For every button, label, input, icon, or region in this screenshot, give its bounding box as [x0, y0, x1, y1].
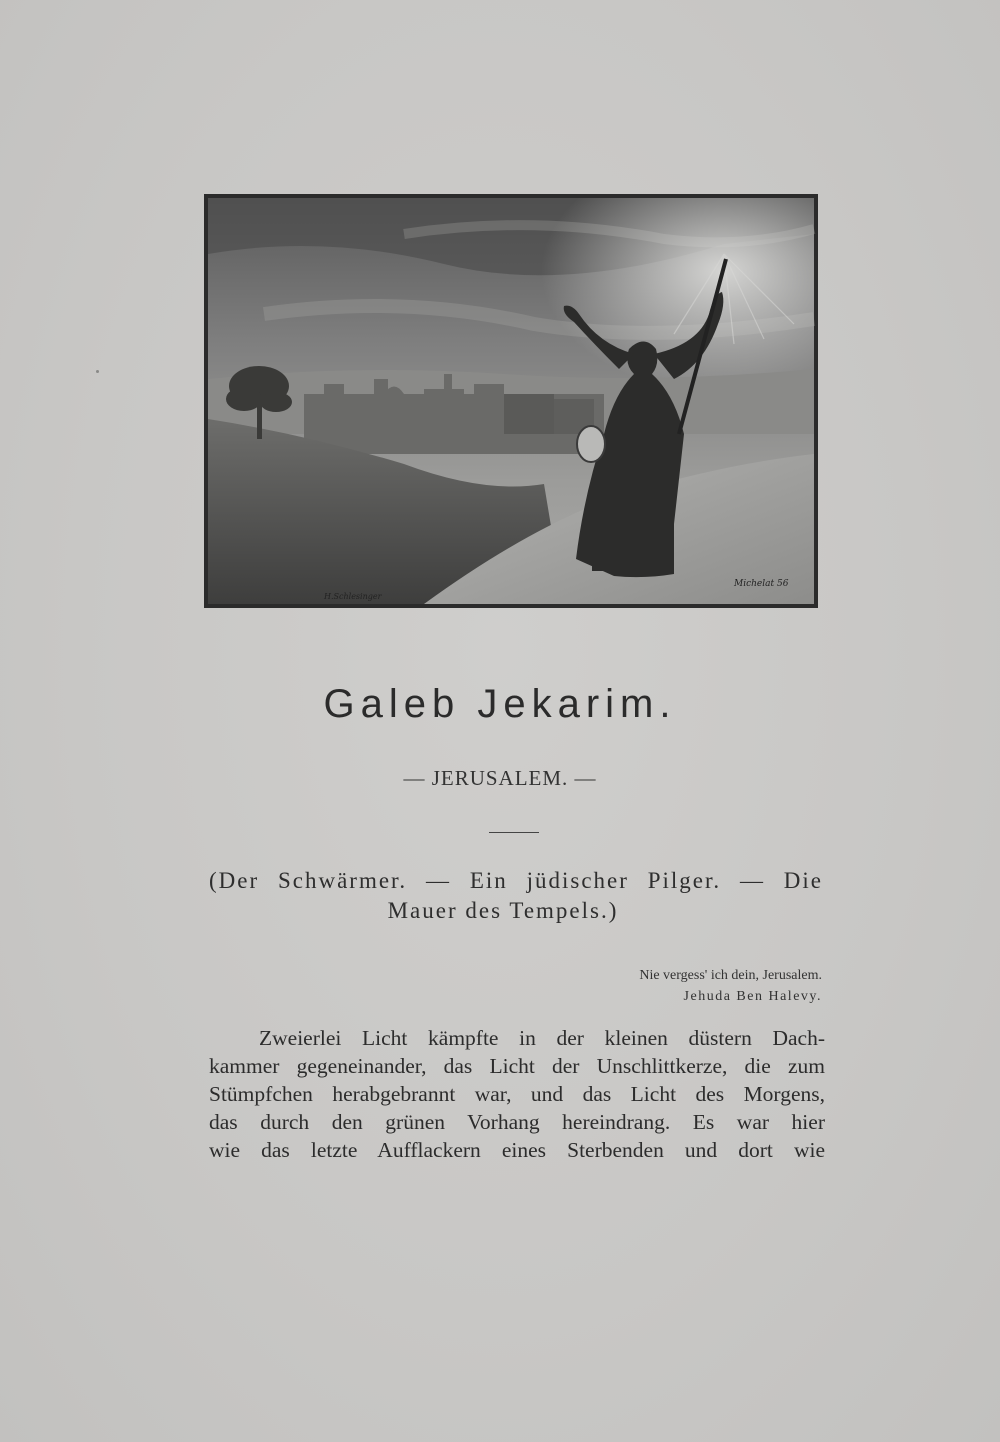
epigraph-quote: Nie vergess' ich dein, Jerusalem. [639, 968, 822, 983]
subtitle: — JERUSALEM. — [403, 766, 597, 790]
signature-right: Michelat 56 [734, 579, 789, 589]
signature-left: H.Schlesinger [324, 592, 382, 601]
illustration [204, 194, 818, 608]
body-line: Stümpfchen herabgebrannt war, und das Licht des Morgens, [209, 1082, 825, 1106]
body-line: Zweierlei Licht kämpfte in der kleinen düstern Dach- [259, 1026, 825, 1050]
stray-mark [96, 370, 99, 373]
body-line: das durch den grünen Vorhang hereindrang. Es war hier [209, 1110, 825, 1134]
chapter-summary [209, 866, 823, 926]
pilgrim-engraving [204, 194, 818, 608]
summary-line-1: (Der Schwärmer. — Ein jüdischer Pilger. — Die [209, 868, 823, 893]
body-line: wie das letzte Aufflackern eines Sterbenden und dort wie [209, 1138, 825, 1162]
page-title: Galeb Jekarim. [323, 682, 677, 726]
epigraph [639, 965, 822, 1007]
summary-line-2: Mauer des Tempels.) [387, 898, 619, 923]
body-paragraph [209, 1024, 825, 1164]
body-line: kammer gegeneinander, das Licht der Unschlittkerze, die zum [209, 1054, 825, 1078]
epigraph-author: Jehuda Ben Halevy. [683, 989, 822, 1004]
divider [489, 832, 539, 833]
